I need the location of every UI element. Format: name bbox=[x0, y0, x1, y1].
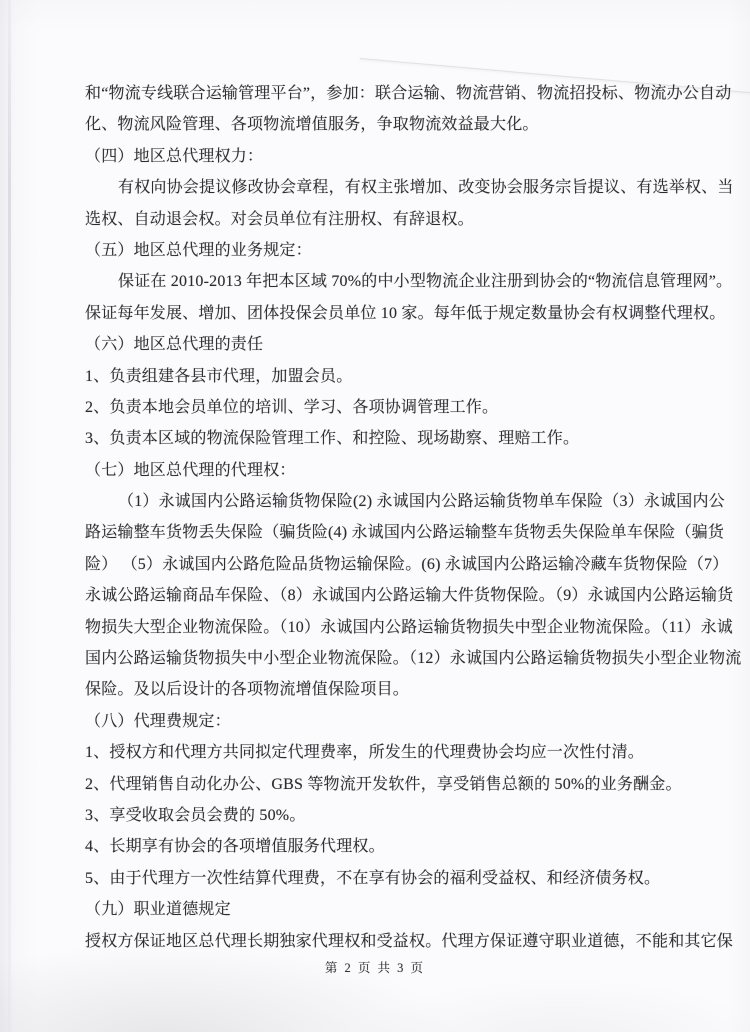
text-line: 5、由于代理方一次性结算代理费，不在享有协会的福利受益权、和经济债务权。 bbox=[85, 869, 661, 887]
text-line: 保险。及以后设计的各项物流增值保险项目。 bbox=[85, 681, 410, 699]
text-line: 2、负责本地会员单位的培训、学习、各项协调管理工作。 bbox=[85, 398, 499, 416]
text-line: （1）永诚国内公路运输货物保险(2) 永诚国内公路运输货物单车保险（3）永诚国内公 bbox=[118, 493, 725, 511]
text-line: 保证每年发展、增加、团体投保会员单位 10 家。每年低于规定数量协会有权调整代理权。 bbox=[85, 304, 726, 322]
text-line: 和“物流专线联合运输管理平台”，参加：联合运输、物流营销、物流招投标、物流办公自动 bbox=[85, 85, 732, 102]
text-line: （八）代理费规定： bbox=[85, 712, 231, 730]
text-line: 化、物流风险管理、各项物流增值服务，争取物流效益最大化。 bbox=[85, 116, 539, 134]
text-line: （六）地区总代理的责任 bbox=[85, 336, 264, 354]
text-line: （九）职业道德规定 bbox=[85, 901, 231, 919]
text-line: 1、负责组建各县市代理，加盟会员。 bbox=[85, 367, 353, 385]
text-line: （四）地区总代理权力： bbox=[85, 147, 264, 165]
text-line: 物损失大型企业物流保险。（10）永诚国内公路运输货物损失中型企业物流保险。（11）永诚 bbox=[85, 618, 734, 636]
text-line: 选权、自动退会权。对会员单位有注册权、有辞退权。 bbox=[85, 210, 474, 228]
text-line: 3、享受收取会员会费的 50%。 bbox=[85, 806, 306, 824]
text-line: （七）地区总代理的代理权： bbox=[85, 461, 296, 479]
scan-edge-shadow bbox=[8, 0, 11, 1032]
text-line: 险） （5）永诚国内公路危险品货物运输保险。(6) 永诚国内公路运输冷藏车货物保险（7） bbox=[85, 555, 729, 573]
text-line: 永诚公路运输商品车保险、（8）永诚国内公路运输大件货物保险。（9）永诚国内公路运输货 bbox=[85, 587, 734, 605]
text-line: 授权方保证地区总代理长期独家代理权和受益权。代理方保证遵守职业道德，不能和其它保 bbox=[85, 932, 734, 950]
text-line: 4、长期享有协会的各项增值服务代理权。 bbox=[85, 838, 385, 856]
text-line: 保证在 2010-2013 年把本区域 70%的中小型物流企业注册到协会的“物流信息管理网”。 bbox=[118, 273, 733, 291]
text-line: （五）地区总代理的业务规定： bbox=[85, 241, 312, 259]
text-line: 有权向协会提议修改协会章程，有权主张增加、改变协会服务宗旨提议、有选举权、当 bbox=[118, 179, 734, 197]
text-line: 1、授权方和代理方共同拟定代理费率，所发生的代理费协会均应一次性付清。 bbox=[85, 744, 645, 762]
text-line: 2、代理销售自动化办公、GBS 等物流开发软件，享受销售总额的 50%的业务酬金。 bbox=[85, 775, 682, 793]
text-line: 国内公路运输货物损失中小型企业物流保险。（12）永诚国内公路运输货物损失小型企业物流 bbox=[85, 650, 742, 668]
text-line: 路运输整车货物丢失保险（骗货险(4) 永诚国内公路运输整车货物丢失保险单车保险（骗货 bbox=[85, 524, 725, 542]
page-number-footer: 第 2 页 共 3 页 bbox=[324, 961, 426, 975]
document-body bbox=[85, 78, 742, 957]
text-line: 3、负责本区域的物流保险管理工作、和控险、现场勘察、理赔工作。 bbox=[85, 430, 580, 448]
